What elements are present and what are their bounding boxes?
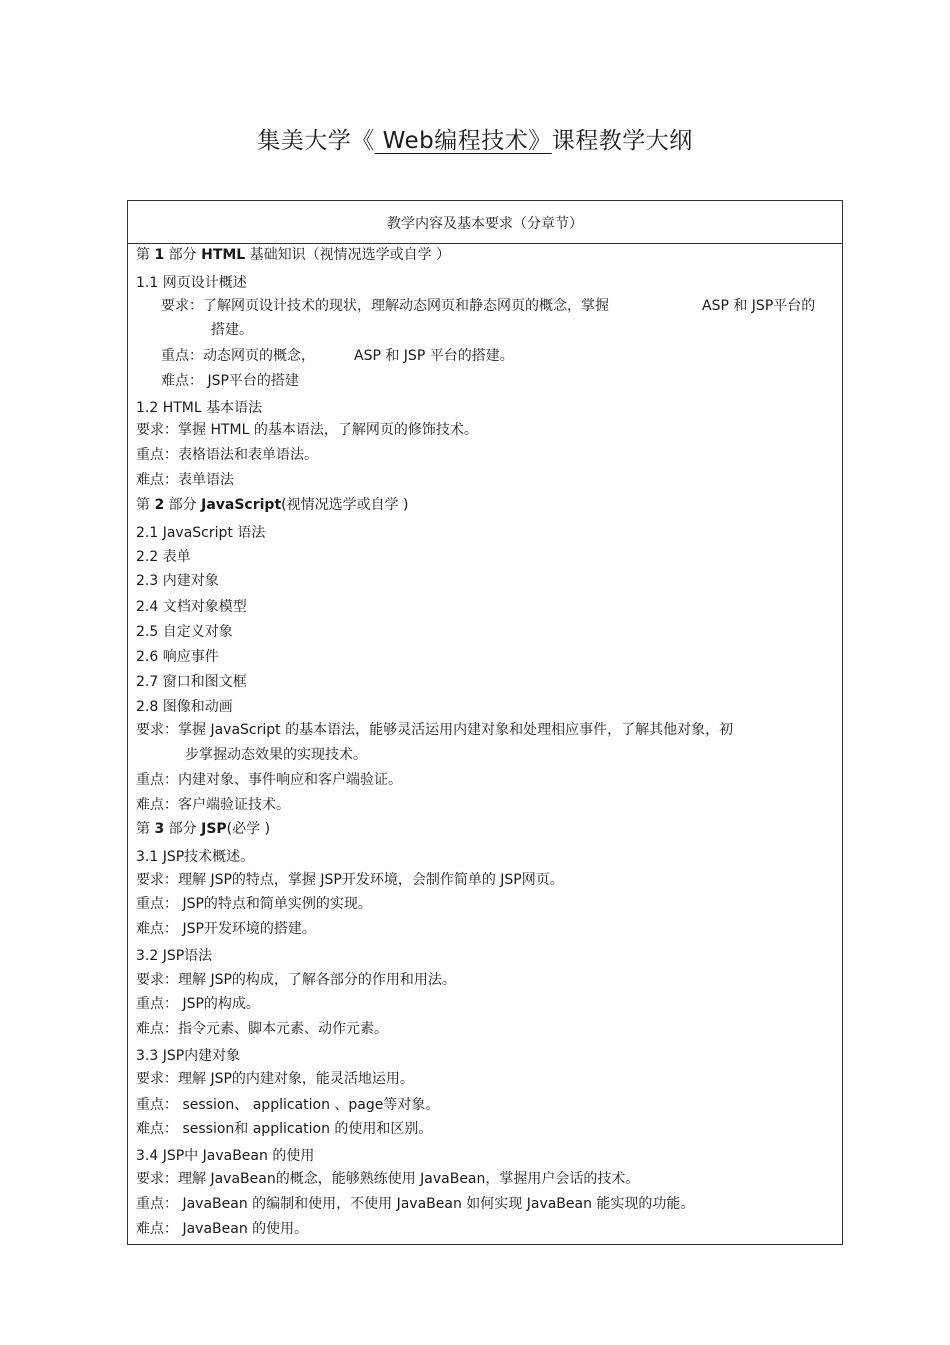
s3-1-req: 要求：理解 JSP的特点，掌握 JSP开发环境，会制作简单的 JSP网页。: [136, 872, 564, 888]
part3-heading: 第 3 部分 JSP(必学 ): [136, 821, 271, 837]
list-item: 2.6 响应事件: [136, 649, 219, 665]
s3-1-title: 3.1 JSP技术概述。: [136, 849, 255, 865]
list-item: 2.5 自定义对象: [136, 624, 233, 640]
s3-2-hard: 难点：指令元素、脚本元素、动作元素。: [136, 1021, 388, 1037]
list-item: 2.8 图像和动画: [136, 699, 233, 715]
s3-3-title: 3.3 JSP内建对象: [136, 1048, 241, 1064]
s1-2-req: 要求：掌握 HTML 的基本语法，了解网页的修饰技术。: [136, 422, 478, 438]
document-title: [0, 122, 950, 155]
s1-1-req: 要求：了解网页设计技术的现状，理解动态网页和静态网页的概念，掌握: [161, 298, 609, 314]
s3-4-req: 要求：理解 JavaBean的概念，能够熟练使用 JavaBean，掌握用户会话的技术。: [136, 1171, 640, 1187]
s1-1-req-cont: 搭建。: [211, 322, 253, 338]
title-course-name: Web编程技术》: [374, 128, 552, 154]
list-item: 2.3 内建对象: [136, 573, 219, 589]
list-item: 2.1 JavaScript 语法: [136, 525, 266, 541]
s1-1-key-tail: ASP 和 JSP 平台的搭建。: [354, 348, 514, 364]
part1-heading: 第 1 部分 HTML 基础知识（视情况选学或自学 ）: [136, 247, 451, 263]
list-item: 2.7 窗口和图文框: [136, 674, 247, 690]
s3-3-hard: 难点： session和 application 的使用和区别。: [136, 1121, 433, 1137]
part2-heading: 第 2 部分 JavaScript(视情况选学或自学 ): [136, 497, 409, 513]
s3-2-req: 要求：理解 JSP的构成，了解各部分的作用和用法。: [136, 972, 456, 988]
s3-1-hard: 难点： JSP开发环境的搭建。: [136, 921, 316, 937]
s1-2-title: 1.2 HTML 基本语法: [136, 400, 263, 416]
s3-4-title: 3.4 JSP中 JavaBean 的使用: [136, 1148, 315, 1164]
s2-hard: 难点：客户端验证技术。: [136, 797, 290, 813]
s3-2-key: 重点： JSP的构成。: [136, 996, 260, 1012]
list-item: 2.2 表单: [136, 549, 191, 565]
s3-2-title: 3.2 JSP语法: [136, 948, 213, 964]
s1-1-title: 1.1 网页设计概述: [136, 275, 247, 291]
title-suffix: 课程教学大纲: [551, 128, 693, 154]
list-item: 2.4 文档对象模型: [136, 599, 247, 615]
table-header: 教学内容及基本要求（分章节）: [128, 201, 842, 244]
s3-3-req: 要求：理解 JSP的内建对象，能灵活地运用。: [136, 1071, 414, 1087]
s2-key: 重点：内建对象、事件响应和客户端验证。: [136, 772, 402, 788]
s1-1-hard: 难点： JSP平台的搭建: [161, 373, 299, 389]
s1-1-key: 重点：动态网页的概念，: [161, 348, 315, 364]
s2-req-cont: 步掌握动态效果的实现技术。: [185, 747, 367, 763]
syllabus-table: [127, 200, 843, 1245]
s2-req: 要求：掌握 JavaScript 的基本语法，能够灵活运用内建对象和处理相应事件，了解其他对象，初: [136, 722, 734, 738]
s1-2-hard: 难点：表单语法: [136, 472, 234, 488]
s3-4-key: 重点： JavaBean 的编制和使用，不使用 JavaBean 如何实现 JavaBean 能实现的功能。: [136, 1196, 695, 1212]
s1-1-req-tail: ASP 和 JSP平台的: [702, 298, 816, 314]
s1-2-key: 重点：表格语法和表单语法。: [136, 447, 318, 463]
s3-3-key: 重点： session、 application 、page等对象。: [136, 1097, 440, 1113]
s3-1-key: 重点： JSP的特点和简单实例的实现。: [136, 896, 372, 912]
s3-4-hard: 难点： JavaBean 的使用。: [136, 1221, 309, 1237]
title-prefix: 集美大学《: [257, 128, 375, 154]
